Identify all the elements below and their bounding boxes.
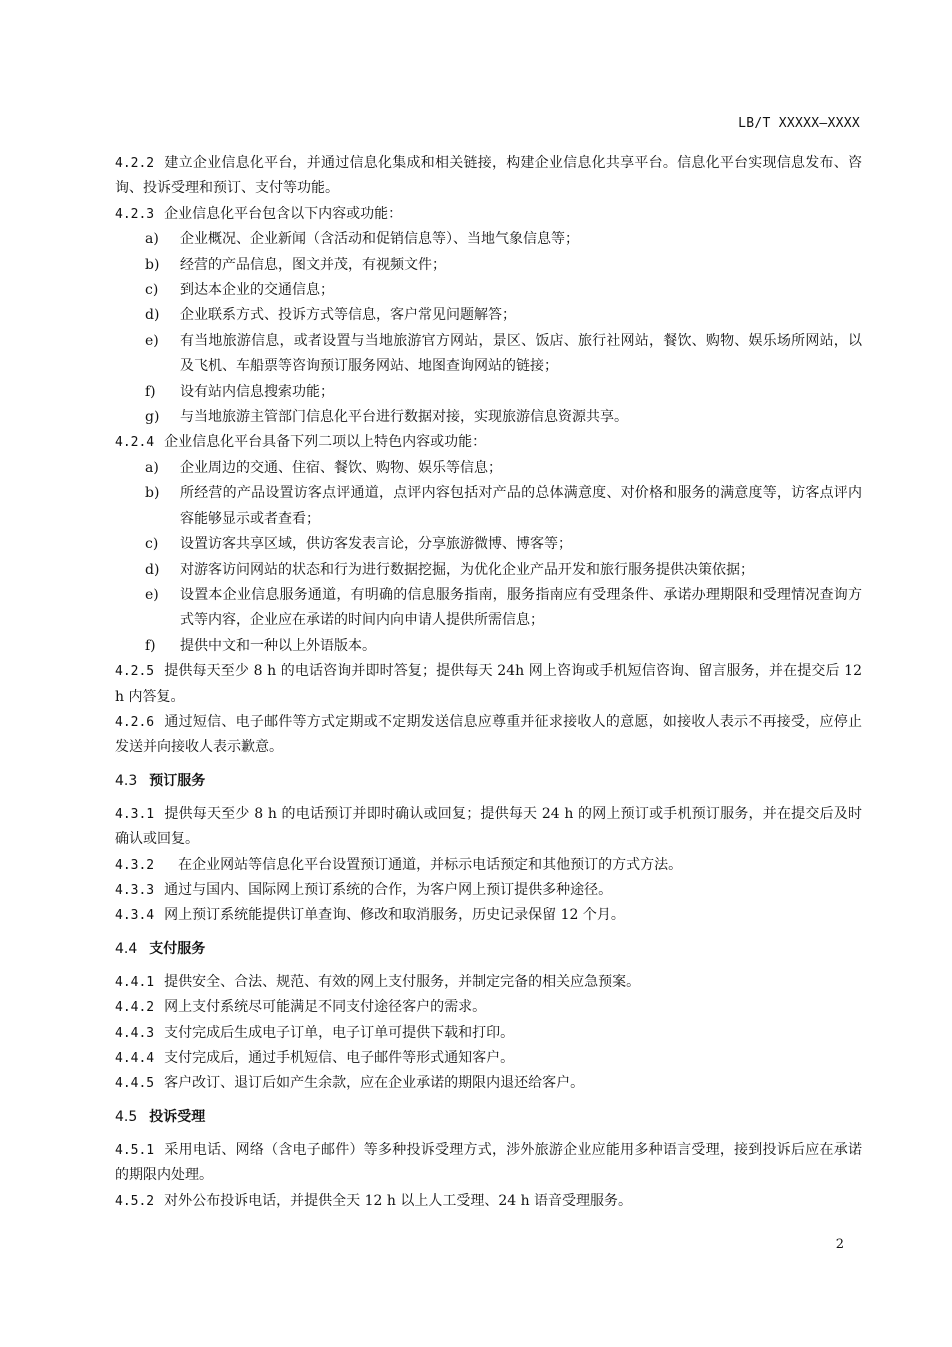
clause-text: 采用电话、网络（含电子邮件）等多种投诉受理方式，涉外旅游企业应能用多种语言受理，接到投诉后应在承诺的期限内处理。 <box>115 1141 862 1184</box>
clause-number: 4.3.4 <box>115 908 155 924</box>
clause-paragraph <box>115 995 862 1020</box>
clause-paragraph <box>115 1021 862 1046</box>
clause-number: 4.4.4 <box>115 1051 155 1066</box>
section-heading <box>115 937 862 962</box>
clause-number: 4.2.5 <box>115 664 155 680</box>
section-heading <box>115 769 862 794</box>
list-item-text: 设置本企业信息服务通道，有明确的信息服务指南，服务指南应有受理条件、承诺办理期限和受理情况查询方式等内容，企业应在承诺的时间内向申请人提供所需信息； <box>180 586 862 629</box>
list-item <box>115 405 862 430</box>
list-item-text: 与当地旅游主管部门信息化平台进行数据对接，实现旅游信息资源共享。 <box>180 409 628 426</box>
list-item-text: 企业联系方式、投诉方式等信息，客户常见问题解答； <box>180 307 516 324</box>
clause-paragraph <box>115 1138 862 1189</box>
list-item-text: 企业周边的交通、住宿、餐饮、购物、娱乐等信息； <box>180 459 502 476</box>
list-item-text: 到达本企业的交通信息； <box>180 282 334 299</box>
clause-text: 支付完成后生成电子订单，电子订单可提供下载和打印。 <box>164 1024 515 1041</box>
clause-number: 4.4.3 <box>115 1025 155 1041</box>
clause-text: 对外公布投诉电话，并提供全天 12 h 以上人工受理、24 h 语音受理服务。 <box>164 1192 633 1209</box>
clause-paragraph <box>115 1071 862 1096</box>
clause-paragraph <box>115 903 862 928</box>
clause-number: 4.2.4 <box>115 435 155 451</box>
list-item-label: e) <box>145 332 159 349</box>
clause-number: 4.5.1 <box>115 1142 155 1158</box>
section-title: 支付服务 <box>149 940 206 957</box>
clause-text: 通过与国内、国际网上预订系统的合作，为客户网上预订提供多种途径。 <box>164 881 613 898</box>
list-item-label: c) <box>145 536 159 553</box>
list-item <box>115 253 862 278</box>
list-item-label: g) <box>145 409 160 426</box>
list-item <box>115 583 862 634</box>
clause-paragraph <box>115 430 862 455</box>
clause-text: 客户改订、退订后如产生余款，应在企业承诺的期限内退还给客户。 <box>164 1075 585 1092</box>
clause-number: 4.2.6 <box>115 714 155 730</box>
list-item <box>115 532 862 557</box>
clause-number: 4.3.3 <box>115 882 155 898</box>
clause-number: 4.5.2 <box>115 1193 155 1209</box>
clause-number: 4.2.2 <box>115 156 155 171</box>
list-item <box>115 227 862 252</box>
list-item-text: 设有站内信息搜索功能； <box>180 383 334 400</box>
list-item <box>115 303 862 328</box>
list-item-label: e) <box>145 586 159 603</box>
list-item-text: 设置访客共享区域，供访客发表言论，分享旅游微博、博客等； <box>180 536 572 553</box>
clause-text: 通过短信、电子邮件等方式定期或不定期发送信息应尊重并征求接收人的意愿，如接收人表示不再接受，应停止发送并向接收人表示歉意。 <box>115 713 862 756</box>
section-heading <box>115 1105 862 1130</box>
clause-number: 4.4.5 <box>115 1076 155 1092</box>
clause-text: 提供安全、合法、规范、有效的网上支付服务，并制定完备的相关应急预案。 <box>164 973 641 990</box>
clause-text: 提供每天至少 8 h 的电话预订并即时确认或回复；提供每天 24 h 的网上预订或手机预订服务，并在提交后及时确认或回复。 <box>115 805 862 848</box>
list-item <box>115 329 862 380</box>
list-item <box>115 481 862 532</box>
list-item-text: 经营的产品信息，图文并茂，有视频文件； <box>180 256 446 273</box>
clause-text: 网上支付系统尽可能满足不同支付途径客户的需求。 <box>164 999 487 1016</box>
clause-paragraph <box>115 970 862 995</box>
list-item-label: f) <box>145 383 156 400</box>
clause-text: 网上预订系统能提供订单查询、修改和取消服务，历史记录保留 12 个月。 <box>164 907 625 924</box>
clause-paragraph <box>115 878 862 903</box>
list-item-text: 企业概况、企业新闻（含活动和促销信息等）、当地气象信息等； <box>180 231 579 248</box>
clause-number: 4.3.2 <box>115 857 155 873</box>
clause-text: 提供每天至少 8 h 的电话咨询并即时答复；提供每天 24h 网上咨询或手机短信咨询、留言服务，并在提交后 12 h 内答复。 <box>115 663 862 705</box>
standard-code-header: LB/T XXXXX—XXXX <box>738 116 860 131</box>
list-item-label: d) <box>145 561 160 578</box>
document-body <box>115 151 862 1214</box>
section-number: 4.4 <box>115 940 138 957</box>
section-title: 投诉受理 <box>149 1108 206 1125</box>
page-number: 2 <box>835 1237 844 1252</box>
section-number: 4.5 <box>115 1108 138 1125</box>
clause-text: 支付完成后，通过手机短信、电子邮件等形式通知客户。 <box>164 1050 515 1066</box>
clause-text: 企业信息化平台包含以下内容或功能： <box>164 205 403 222</box>
clause-paragraph <box>115 1189 862 1214</box>
list-item-label: b) <box>145 256 160 273</box>
clause-paragraph <box>115 710 862 761</box>
clause-paragraph <box>115 1046 862 1071</box>
clause-text: 企业信息化平台具备下列二项以上特色内容或功能： <box>164 434 487 451</box>
list-item-text: 所经营的产品设置访客点评通道，点评内容包括对产品的总体满意度、对价格和服务的满意度等，访客点评内容能够显示或者查看； <box>180 485 862 527</box>
clause-paragraph <box>115 202 862 227</box>
list-item-label: b) <box>145 485 160 502</box>
list-item-text: 提供中文和一种以上外语版本。 <box>180 637 376 654</box>
section-title: 预订服务 <box>149 772 206 789</box>
clause-number: 4.4.1 <box>115 974 155 990</box>
list-item <box>115 456 862 481</box>
list-item-text: 有当地旅游信息，或者设置与当地旅游官方网站，景区、饭店、旅行社网站，餐饮、购物、娱乐场所网站，以及飞机、车船票等咨询预订服务网站、地图查询网站的链接； <box>180 332 862 375</box>
list-item <box>115 634 862 659</box>
list-item <box>115 380 862 405</box>
clause-paragraph <box>115 853 862 878</box>
clause-paragraph <box>115 151 862 202</box>
list-item <box>115 558 862 583</box>
list-item-text: 对游客访问网站的状态和行为进行数据挖掘，为优化企业产品开发和旅行服务提供决策依据； <box>180 561 754 578</box>
list-item-label: d) <box>145 307 160 324</box>
clause-text: 建立企业信息化平台，并通过信息化集成和相关链接，构建企业信息化共享平台。信息化平台实现信息发布、咨询、投诉受理和预订、支付等功能。 <box>115 155 862 197</box>
list-item-label: f) <box>145 637 156 654</box>
clause-number: 4.4.2 <box>115 1000 155 1016</box>
list-item <box>115 278 862 303</box>
list-item-label: a) <box>145 459 159 476</box>
clause-text: 在企业网站等信息化平台设置预订通道，并标示电话预定和其他预订的方式方法。 <box>164 856 683 873</box>
clause-number: 4.2.3 <box>115 206 155 222</box>
clause-paragraph <box>115 802 862 853</box>
clause-paragraph <box>115 659 862 710</box>
list-item-label: c) <box>145 282 159 299</box>
list-item-label: a) <box>145 231 159 248</box>
clause-number: 4.3.1 <box>115 806 155 822</box>
section-number: 4.3 <box>115 772 138 789</box>
